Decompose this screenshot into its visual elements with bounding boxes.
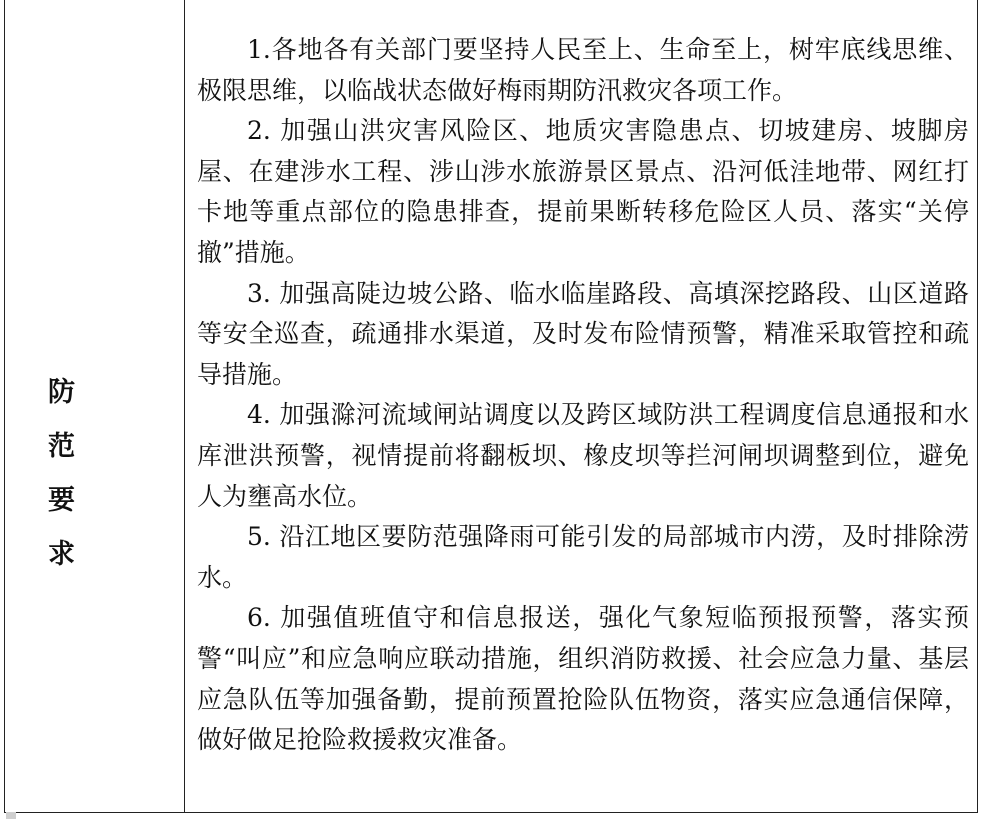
requirement-paragraph: 1.各地各有关部门要坚持人民至上、生命至上，树牢底线思维、极限思维，以临战状态做好梅雨期防汛救灾各项工作。 xyxy=(197,35,969,105)
requirement-paragraph: 5. 沿江地区要防范强降雨可能引发的局部城市内涝，及时排除涝水。 xyxy=(197,522,969,592)
requirement-paragraph: 3. 加强高陡边坡公路、临水临崖路段、高填深挖路段、山区道路等安全巡查，疏通排水渠道，及时发布险情预警，精准采取管控和疏导措施。 xyxy=(197,278,969,389)
requirement-paragraph: 2. 加强山洪灾害风险区、地质灾害隐患点、切坡建房、坡脚房屋、在建涉水工程、涉山涉水旅游景区景点、沿河低洼地带、网红打卡地等重点部位的隐患排查，提前果断转移危险区人员、落实“关停撤”措施。 xyxy=(197,116,969,267)
requirement-paragraph: 4. 加强滁河流域闸站调度以及跨区域防洪工程调度信息通报和水库泄洪预警，视情提前将翻板坝、橡皮坝等拦河闸坝调整到位，避免人为壅高水位。 xyxy=(197,400,969,511)
corner-artifact xyxy=(6,812,16,819)
requirements-content xyxy=(197,30,969,761)
requirement-paragraph: 6. 加强值班值守和信息报送，强化气象短临预报预警，落实预警“叫应”和应急响应联动措施，组织消防救援、社会应急力量、基层应急队伍等加强备勤，提前预置抢险队伍物资，落实应急通信保障，做好做足抢险救援救灾准备。 xyxy=(197,603,969,755)
row-label: 防范要求 xyxy=(48,377,112,570)
label-cell xyxy=(5,0,185,812)
requirements-table xyxy=(4,0,978,813)
content-cell xyxy=(185,0,977,812)
